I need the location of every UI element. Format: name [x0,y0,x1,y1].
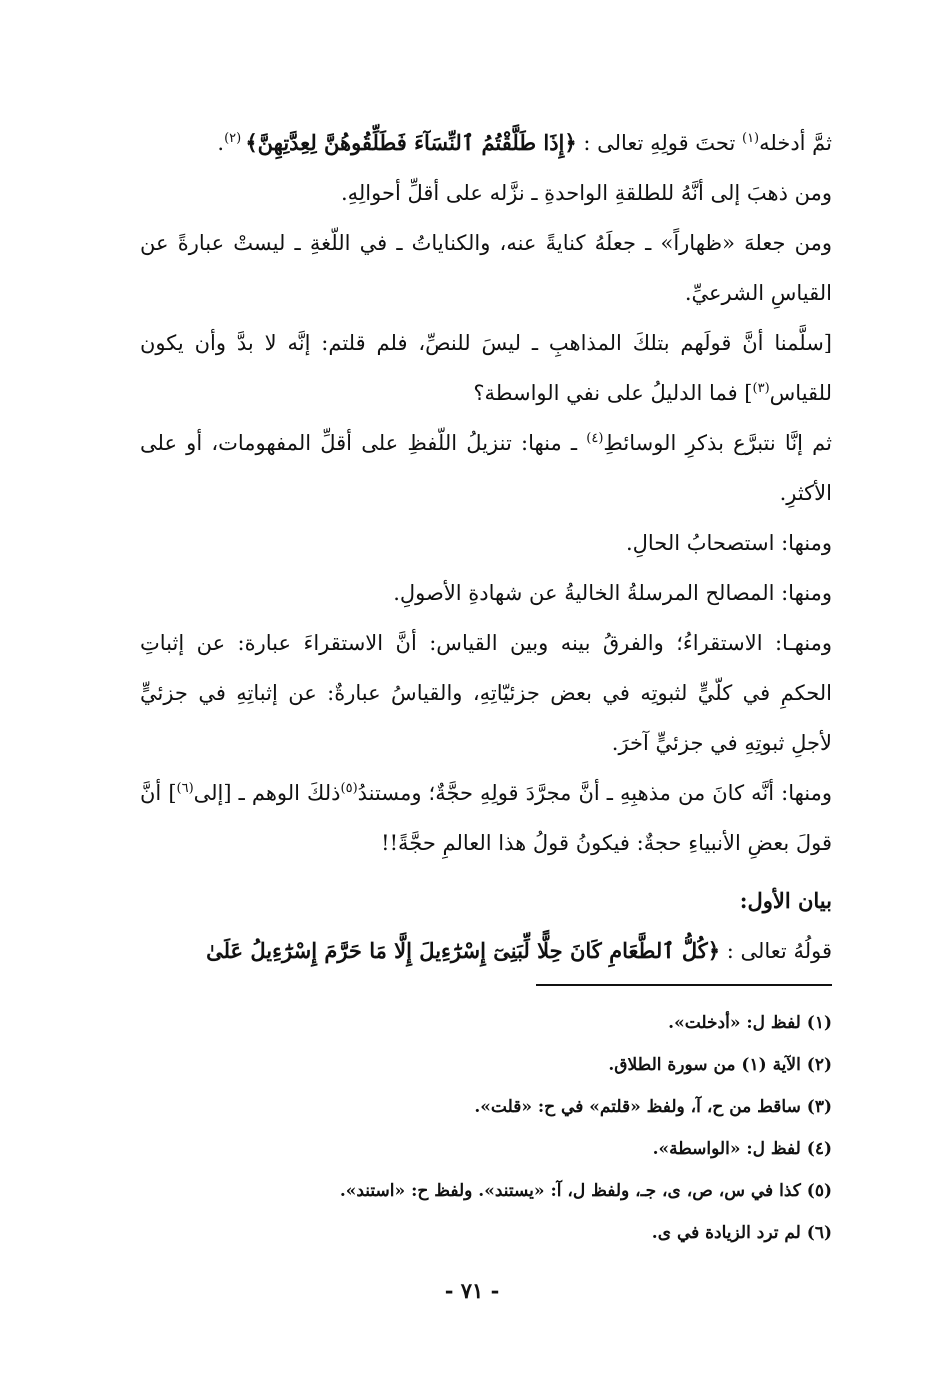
main-text [140,118,832,976]
text: ] فما الدليلُ على نفي الواسطة؟ [473,381,753,405]
paragraph-5 [140,418,832,518]
footnote-1: (١) لفظ ل: «أدخلت». [668,1013,832,1033]
page-number: - ٧١ - [444,1278,500,1303]
text: ثم إنَّا نتبرَّع بذكرِ الوسائطِ [603,431,833,455]
paragraph-2: ومن ذهبَ إلى أنَّهُ للطلقةِ الواحدةِ ـ نزَّله على أقلِّ أحوالِهِ. [340,181,832,205]
text: ] أنَّ قولَ بعضِ الأنبياءِ حجةٌ: فيكونُ قولُ هذا العالمِ حجَّةً!! [140,781,832,855]
footnote-2: (٢) الآية (١) من سورة الطلاق. [608,1055,832,1075]
paragraph-6: ومنها: استصحابُ الحالِ. [625,531,832,555]
paragraph-1 [140,118,832,168]
footnote-5: (٥) كذا في س، ص، ى، جـ، ولفظ ل، آ: «يستند». ولفظ ح: «استند». [339,1181,832,1201]
footnotes [220,1002,832,1254]
text: ثمَّ أدخله [759,131,832,155]
text: ـ منها: تنزيلُ اللّفظِ على أقلِّ المفهومات، أو على الأكثرِ. [140,431,832,505]
footnote-ref-6: (٦) [176,781,194,796]
footnote-ref-3: (٣) [752,381,770,396]
footnote-ref-5: (٥) [340,781,358,796]
paragraph-9 [140,768,832,868]
paragraph-8: ومنهـا: الاستقراءُ؛ والفرقُ بينه وبين القياس: أنَّ الاستقراءَ عبارة: عن إثباتِ الحكمِ في كلّيٍّ لثبوتِه في بعض جزئيّاتِهِ، والقياسُ عبارةٌ: عن إثباتِهِ في جزئيٍّ لأجلِ ثبوتِهِ في جزئيٍّ آخرَ. [140,631,832,755]
section-heading: بيان الأول: [739,888,832,913]
footnote-3: (٣) ساقط من ح، آ، ولفظ «قلتم» في ح: «قلت». [474,1097,832,1117]
text: ومنها: أنَّه كانَ من مذهبِهِ ـ أنَّ مجرَّدَ قولِهِ حجَّةٌ؛ ومستندُ [357,781,833,805]
text: قولُهُ تعالى : [720,939,832,963]
footnote-6: (٦) لم ترد الزيادة في ى. [651,1223,832,1243]
quran-verse: ﴿إِذَا طَلَّقْتُمُ ٱلنِّسَآءَ فَطَلِّقُوهُنَّ لِعِدَّتِهِنَّ﴾ [245,130,577,155]
footnote-separator [536,984,832,986]
footnote-4: (٤) لفظ ل: «الواسطة». [652,1139,832,1159]
footnote-ref-4: (٤) [586,431,604,446]
paragraph-3: ومن جعلهَ «ظهاراً» ـ جعلَهُ كنايةً عنه، والكناياتُ ـ في اللّغةِ ـ ليستْ عبارةً عن القياسِ الشرعيِّ. [140,231,832,305]
text: . [217,131,225,155]
paragraph-10 [140,926,832,976]
footnote-ref-2: (٢) [224,131,246,146]
text: [سلَّمنا أنَّ قولَهم بتلكَ المذاهبِ ـ ليسَ للنصِّ، فلم قلتم: إنَّه لا بدَّ وأن يكون للقياس [140,331,832,405]
text: ذلكَ الوهم ـ [إلى [193,781,341,805]
quran-verse: ﴿كُلُّ ٱلطَّعَامِ كَانَ حِلًّا لِّبَنِىٓ إِسْرَٰٓءِيلَ إِلَّا مَا حَرَّمَ إِسْرَٰٓءِيلُ عَلَىٰ [206,938,721,963]
paragraph-7: ومنها: المصالح المرسلةُ الخاليةُ عن شهادةِ الأصولِ. [393,581,832,605]
paragraph-4 [140,318,832,418]
footnote-ref-1: (١) [741,131,760,146]
text: تحتَ قولِهِ تعالى : [576,131,742,155]
